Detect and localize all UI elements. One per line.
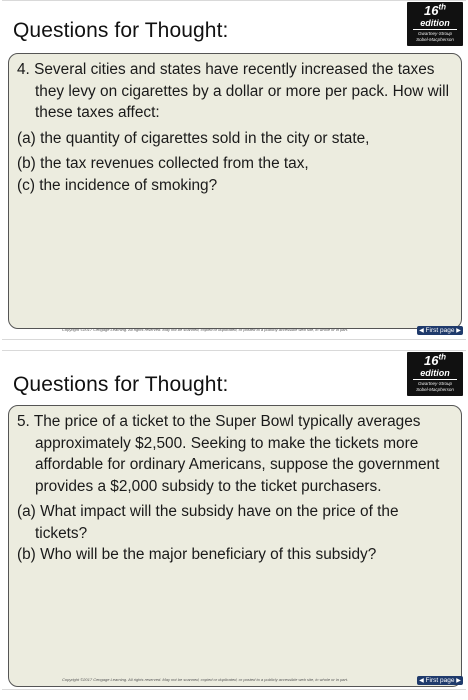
edition-number: 16th [423,2,447,18]
question-stem: 5. The price of a ticket to the Super Bowl typically averages approximately $2,500. Seeking to make the tickets more affordable for ordinary Americans, suppose the government provides a $2,000 subsidy to the ticket purchasers. [17,413,440,495]
arrow-right-icon: ▶ [456,678,461,684]
question-part-a: (a) What impact will the subsidy have on the price of the tickets? [17,503,399,542]
edition-authors-line2: Sobel-Macpherson [416,386,454,392]
edition-number: 16th [423,352,447,368]
slide-title: Questions for Thought: [13,373,229,396]
arrow-left-icon: ◀ [419,328,424,334]
question-part-b: (b) Who will be the major beneficiary of this subsidy? [17,546,377,563]
question-box [8,405,462,687]
question-box [8,53,462,329]
first-page-button[interactable] [417,676,463,685]
slide-footer [2,676,466,686]
copyright-notice: Copyright ©2017 Cengage Learning. All rights reserved. May not be scanned, copied or duplicated, or posted to a publicly accessible web site, in whole or in part. [62,677,349,682]
slide-1 [2,0,466,340]
edition-authors-line1: Gwartney-Stroup [417,31,452,36]
edition-badge [407,352,463,396]
edition-word: edition [420,368,450,378]
copyright-notice: Copyright ©2017 Cengage Learning. All rights reserved. May not be scanned, copied or duplicated, or posted to a publicly accessible web site, in whole or in part. [62,327,349,332]
question-part-c: (c) the incidence of smoking? [17,176,218,194]
edition-rule [413,29,457,30]
edition-badge [407,2,463,46]
slide-footer [2,326,466,336]
arrow-right-icon: ▶ [456,328,461,334]
slide-title: Questions for Thought: [13,19,229,42]
edition-authors-line2: Sobel-Macpherson [416,36,454,42]
slide-2 [2,350,466,690]
first-page-button[interactable] [417,326,463,335]
first-page-label: First page [425,677,455,684]
question-part-b: (b) the tax revenues collected from the tax, [17,155,309,172]
edition-word: edition [420,18,450,28]
arrow-left-icon: ◀ [419,678,424,684]
first-page-label: First page [425,327,455,334]
edition-rule [413,379,457,380]
question-part-a: (a) the quantity of cigarettes sold in the city or state, [17,129,370,147]
edition-authors-line1: Gwartney-Stroup [417,381,452,386]
question-stem: 4. Several cities and states have recently increased the taxes they levy on cigarettes by a dollar or more per pack. How will these taxes affect: [17,61,450,121]
